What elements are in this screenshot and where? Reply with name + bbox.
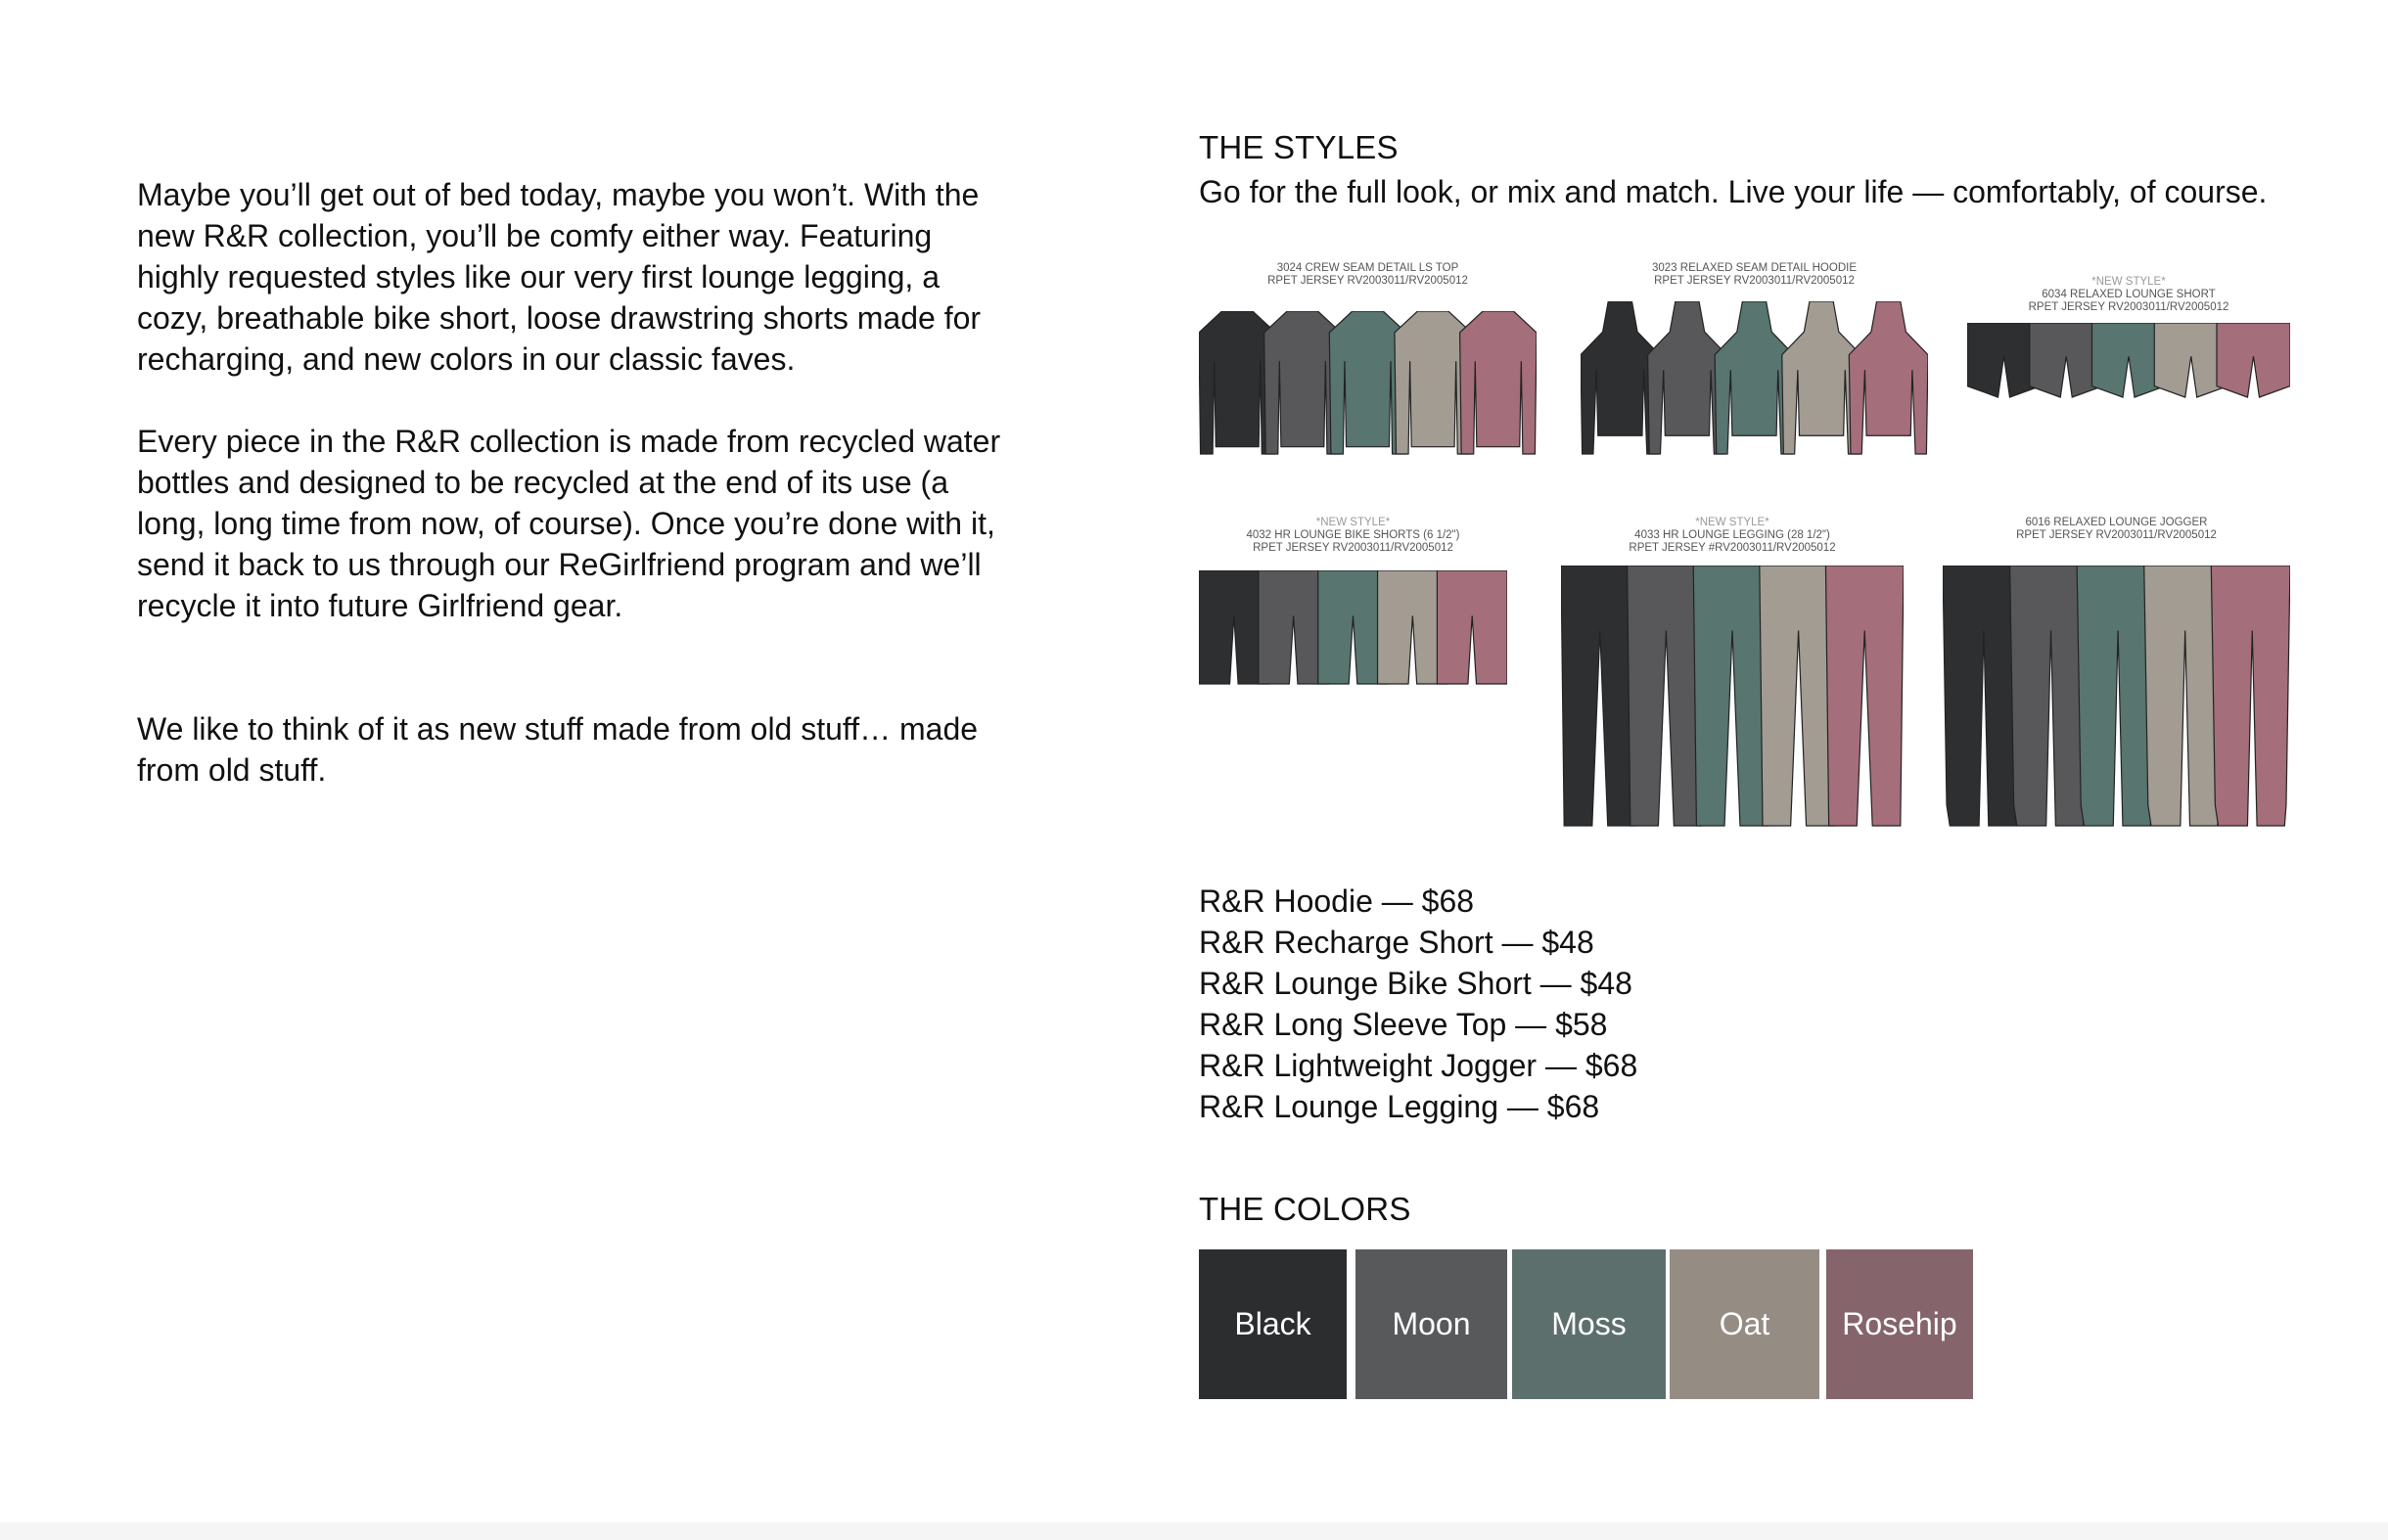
sketch-caption: *NEW STYLE* 4033 HR LOUNGE LEGGING (28 1/2") RPET JERSEY #RV2003011/RV2005012: [1629, 517, 1836, 554]
styles-heading: THE STYLES: [1199, 129, 1399, 165]
garment-jogger-3: [2144, 566, 2224, 826]
swatch-moon: Moon: [1355, 1249, 1507, 1399]
sketch-caption: 3024 CREW SEAM DETAIL LS TOP RPET JERSEY RV2003011/RV2005012: [1267, 262, 1468, 287]
lounge-short-sketch: [1967, 323, 2290, 401]
sketch-panel-top: [1199, 262, 1537, 468]
sketch-caption: 3023 RELAXED SEAM DETAIL HOODIE RPET JERSEY RV2003011/RV2005012: [1652, 262, 1857, 287]
garment-jogger-4: [2211, 566, 2290, 826]
sketch-panel-legging: [1561, 517, 1904, 839]
price-item-recharge-short: R&R Recharge Short — $48: [1199, 925, 1594, 960]
style-sketch-grid: [1199, 254, 2324, 841]
price-list: [1199, 881, 1637, 1127]
intro-paragraph-2: Every piece in the R&R collection is made from recycled water bottles and designed to be recycled at the end of its use (a long, long time from now, of course). Once you’re done with it, send it back to us through our ReGirlfriend program and we’ll recycle it into future Girlfriend gear.: [137, 424, 1001, 623]
hoodie-sketch: [1581, 301, 1928, 458]
garment-jogger-0: [1943, 566, 2022, 826]
sketch-panel-short: [1967, 254, 2290, 460]
price-item-long-sleeve-top: R&R Long Sleeve Top — $58: [1199, 1007, 1608, 1042]
price-item-hoodie: R&R Hoodie — $68: [1199, 883, 1475, 919]
sketch-caption: *NEW STYLE* 6034 RELAXED LOUNGE SHORT RPET JERSEY RV2003011/RV2005012: [2028, 276, 2229, 313]
garment-hoodie-4: [1849, 301, 1928, 454]
sketch-caption: *NEW STYLE* 4032 HR LOUNGE BIKE SHORTS (6 1/2") RPET JERSEY RV2003011/RV2005012: [1246, 517, 1460, 554]
colors-heading: THE COLORS: [1199, 1191, 1411, 1227]
garment-top-4: [1460, 311, 1537, 454]
long-sleeve-top-sketch: [1199, 311, 1537, 458]
garment-legging-4: [1825, 566, 1904, 826]
price-item-bike-short: R&R Lounge Bike Short — $48: [1199, 966, 1632, 1001]
swatch-oat: Oat: [1670, 1249, 1819, 1399]
intro-paragraph-1: Maybe you’ll get out of bed today, maybe you won’t. With the new R&R collection, you’ll be comfy either way. Featuring highly requested styles like our very first lounge legging, a cozy, breathable bike short, loose drawstring shorts made for recharging, and new colors in our classic faves.: [137, 177, 982, 377]
intro-paragraph-3: We like to think of it as new stuff made from old stuff… made from old stuff.: [137, 711, 979, 788]
bike-short-sketch: [1199, 570, 1507, 688]
sketch-caption: 6016 RELAXED LOUNGE JOGGER RPET JERSEY RV2003011/RV2005012: [2016, 517, 2217, 541]
garment-bike-short-4: [1437, 570, 1507, 684]
swatch-moss: Moss: [1512, 1249, 1666, 1399]
garment-jogger-1: [2010, 566, 2090, 826]
styles-tagline: Go for the full look, or mix and match. Live your life — comfortably, of course.: [1199, 174, 2268, 209]
price-item-legging: R&R Lounge Legging — $68: [1199, 1089, 1600, 1124]
sketch-panel-jogger: [1943, 517, 2290, 839]
swatch-rosehip: Rosehip: [1826, 1249, 1973, 1399]
page-bottom-strip: [0, 1522, 2388, 1540]
sketch-panel-hoodie: [1581, 262, 1928, 468]
garment-short-4: [2217, 323, 2290, 397]
swatch-black: Black: [1199, 1249, 1347, 1399]
legging-sketch: [1561, 566, 1904, 830]
intro-copy: [137, 174, 1018, 791]
jogger-sketch: [1943, 566, 2290, 830]
sketch-panel-bike-short: [1199, 517, 1507, 693]
price-item-jogger: R&R Lightweight Jogger — $68: [1199, 1048, 1638, 1083]
garment-jogger-2: [2077, 566, 2156, 826]
